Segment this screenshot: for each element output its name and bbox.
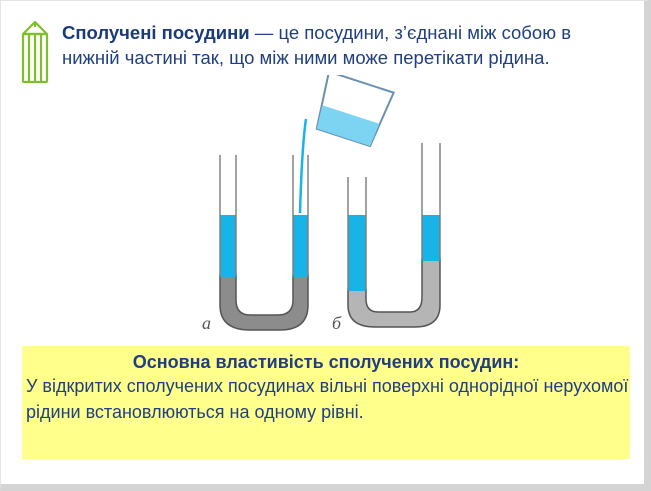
definition-body: — це посудини, з’єднані між собою в нижній частині так, що між ними може перетікати рідина. bbox=[62, 22, 572, 68]
definition-text bbox=[62, 20, 582, 70]
property-box bbox=[22, 346, 630, 459]
property-title: Основна властивість сполучених посудин: bbox=[132, 352, 520, 372]
definition-term: Сполучені посудини bbox=[62, 22, 250, 43]
vessel-b bbox=[348, 143, 440, 327]
label-b: б bbox=[332, 313, 342, 333]
pencil-icon bbox=[18, 20, 52, 86]
communicating-vessels-figure bbox=[190, 75, 470, 345]
beaker-illustration bbox=[305, 75, 394, 148]
label-a: а bbox=[202, 313, 211, 333]
property-text: У відкритих сполучених посудинах вільні поверхні однорідної нерухомої рідини встановлюються на одному рівні. bbox=[26, 376, 629, 422]
liquid-stream bbox=[300, 119, 306, 213]
vessel-a bbox=[220, 155, 308, 330]
